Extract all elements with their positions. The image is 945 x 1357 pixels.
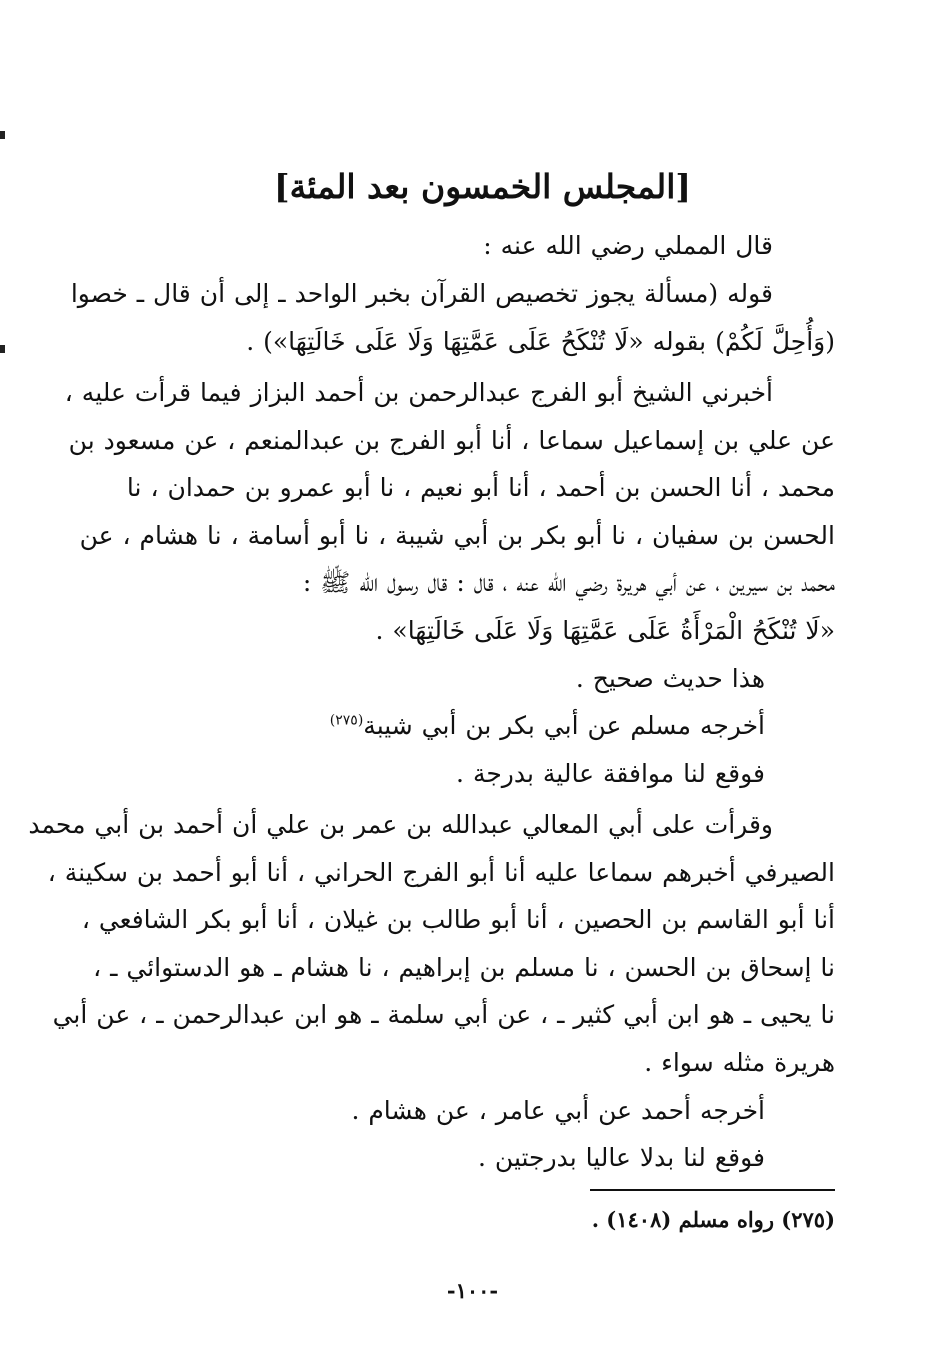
isnad-paragraph <box>64 369 835 797</box>
footnote: (٢٧٥) رواه مسلم (١٤٠٨) . <box>591 1207 835 1232</box>
text-line: هذا حديث صحيح . <box>575 663 765 693</box>
footnote-separator <box>590 1189 835 1191</box>
text-line: فوقع لنا موافقة عالية بدرجة . <box>456 758 765 788</box>
text-line: نا يحيى ـ هو ابن أبي كثير ـ ، عن أبي سلمة ـ هو ابن عبدالرحمن ـ ، عن أبي <box>52 1000 835 1030</box>
issue-paragraph <box>70 270 835 365</box>
text-line: «لَا تُنْكَحُ الْمَرْأَةُ عَلَى عَمَّتِهَا وَلَا عَلَى خَالَتِهَا» . <box>375 615 835 645</box>
text-line: أخرجه أحمد عن أبي عامر ، عن هشام . <box>351 1095 765 1125</box>
text-line: عن علي بن إسماعيل سماعا ، أنا أبو الفرج بن عبدالمنعم ، عن مسعود بن <box>68 425 835 455</box>
text-line: قوله (مسألة يجوز تخصيص القرآن بخبر الواحد ـ إلى أن قال ـ خصوا <box>70 279 773 308</box>
text-line: قال المملي رضي الله عنه : <box>483 231 773 260</box>
scan-edge-mark <box>0 345 5 353</box>
text-line: الحسن بن سفيان ، نا أبو بكر بن أبي شيبة ، نا أبو أسامة ، نا هشام ، عن <box>79 520 835 550</box>
footnote-reference: (٢٧٥) <box>329 712 364 729</box>
text-line: أنا أبو القاسم بن الحصين ، أنا أبو طالب بن غيلان ، أنا أبو بكر الشافعي ، <box>81 905 835 935</box>
page-number: -١٠٠- <box>446 1278 499 1303</box>
text-line: محمد بن سيرين ، عن أبي هريرة رضي الله عنه ، قال : قال رسول الله ﷺ : <box>302 568 835 598</box>
text-line: محمد ، أنا الحسن بن أحمد ، أنا أبو نعيم ، نا أبو عمرو بن حمدان ، نا <box>126 473 835 503</box>
text-line: نا إسحاق بن الحسن ، نا مسلم بن إبراهيم ، نا هشام ـ هو الدستوائي ـ ، <box>93 952 835 982</box>
text-line: أخبرني الشيخ أبو الفرج عبدالرحمن بن أحمد البزاز فيما قرأت عليه ، <box>64 378 773 407</box>
text-line-content: أخرجه مسلم عن أبي بكر بن أبي شيبة <box>363 711 765 741</box>
scan-edge-mark <box>0 131 5 139</box>
text-line: الصيرفي أخبرهم سماعا عليه أنا أبو الفرج الحراني ، أنا أبو أحمد بن سكينة ، <box>47 857 835 887</box>
second-isnad-paragraph <box>28 801 835 1182</box>
text-line: فوقع لنا بدلا عاليا بدرجتين . <box>478 1143 765 1173</box>
text-line <box>130 702 835 750</box>
text-line: (وَأُحِلَّ لَكُمْ) بقوله «لَا تُنْكَحُ عَلَى عَمَّتِهَا وَلَا عَلَى خَالَتِهَا») . <box>246 326 835 356</box>
chapter-heading: [المجلس الخمسون بعد المئة] <box>274 167 691 206</box>
text-line: وقرأت على أبي المعالي عبدالله بن عمر بن علي أن أحمد بن أبي محمد <box>28 810 773 839</box>
intro-paragraph <box>130 222 835 270</box>
text-line: هريرة مثله سواء . <box>644 1047 835 1077</box>
